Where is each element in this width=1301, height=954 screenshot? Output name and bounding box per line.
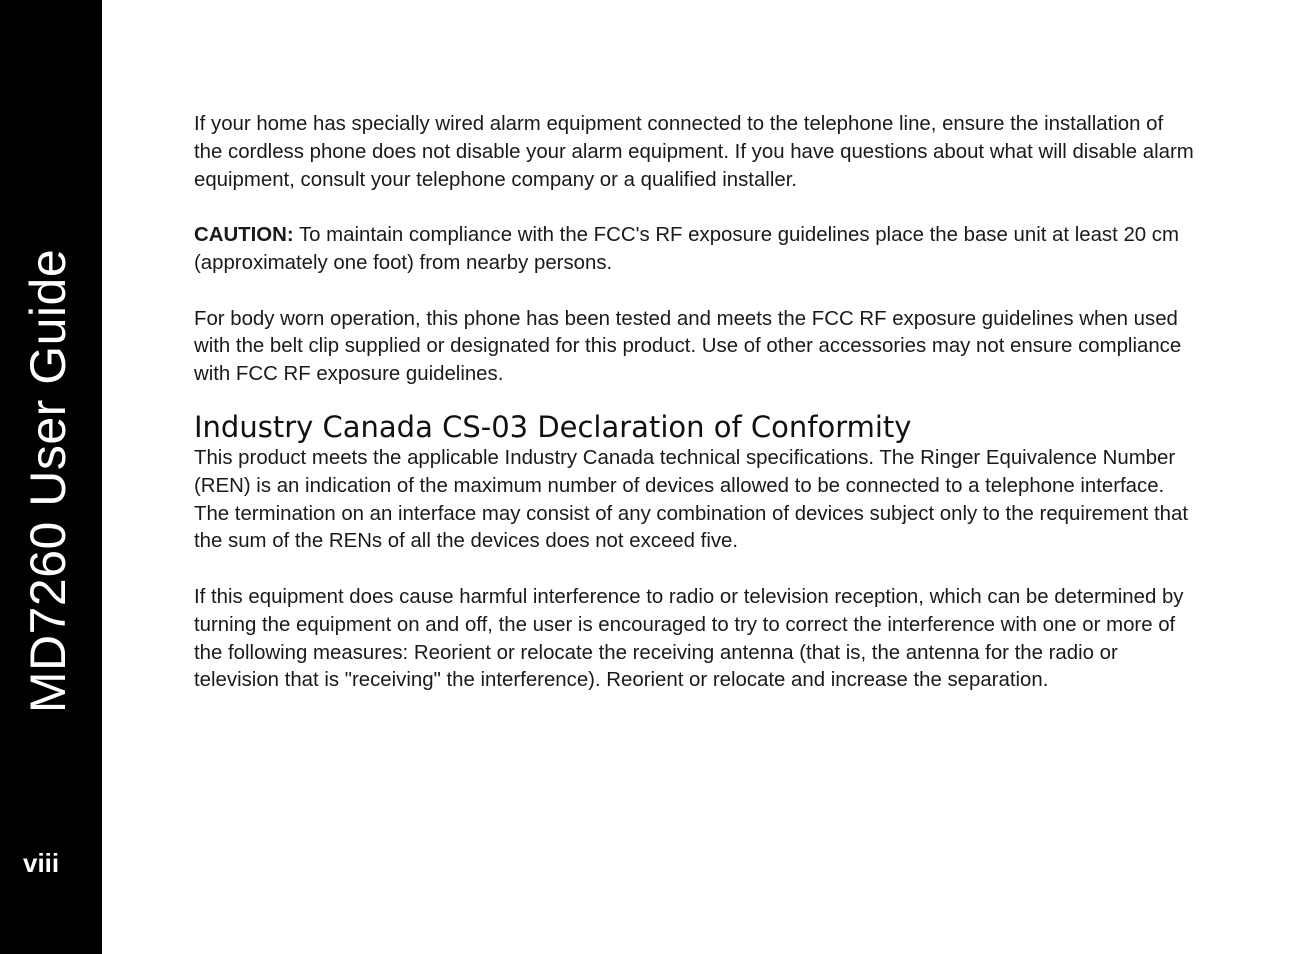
page-number: viii [23, 848, 60, 878]
caution-label: CAUTION: [194, 224, 294, 247]
industry-canada-paragraph: This product meets the applicable Industry Canada technical specifications. The Ringer Equivalence Number (REN) is an indication of the maximum number of devices allowed to be connected to a telephone interface. The termination on an interface may consist of any combination of devices subject only to the requirement that the sum of the RENs of all the devices does not exceed five. [194, 446, 1189, 553]
page-content [194, 111, 1194, 695]
alarm-equipment-paragraph: If your home has specially wired alarm equipment connected to the telephone line, ensure the installation of the cordless phone does not disable your alarm equipment. If you have questions about what will disable alarm equipment, consult your telephone company or a qualified installer. [194, 113, 1194, 191]
caution-text: To maintain compliance with the FCC's RF exposure guidelines place the base unit at least 20 cm (approximately one foot) from nearby persons. [194, 224, 1179, 274]
document-title: MD7260 User Guide [20, 248, 76, 714]
interference-paragraph: If this equipment does cause harmful interference to radio or television reception, which can be determined by turning the equipment on and off, the user is encouraged to try to correct the interference with one or more of the following measures: Reorient or relocate the receiving antenna (that is, the antenna for the radio or television that is "receiving" the interference). Reorient or relocate and increase the separation. [194, 585, 1184, 692]
sidebar [0, 0, 102, 954]
caution-paragraph [194, 222, 1194, 278]
section-heading: Industry Canada CS-03 Declaration of Conformity [194, 409, 912, 444]
body-worn-paragraph: For body worn operation, this phone has been tested and meets the FCC RF exposure guidelines when used with the belt clip supplied or designated for this product. Use of other accessories may not ensure compliance with FCC RF exposure guidelines. [194, 307, 1182, 386]
